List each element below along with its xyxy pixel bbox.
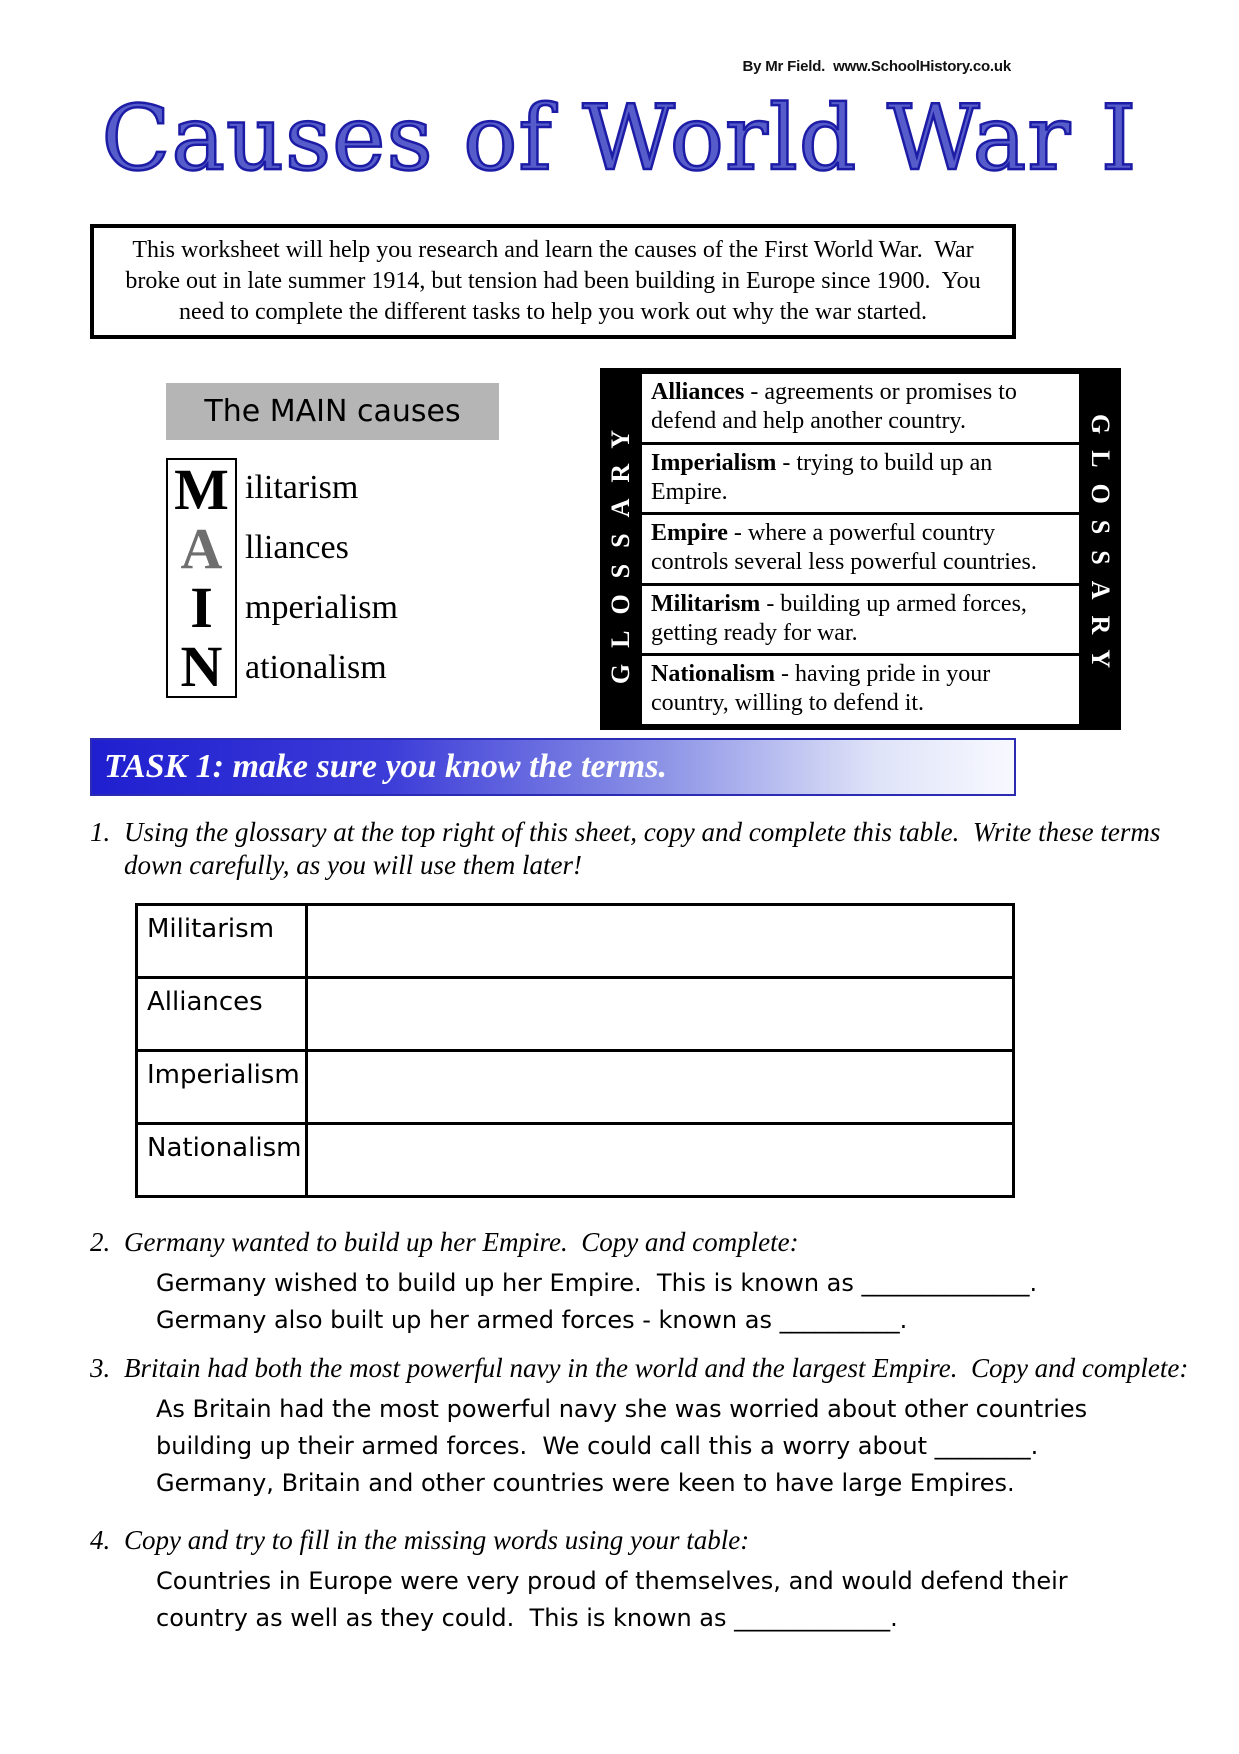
- fill-line: Germany wished to build up her Empire. This is known as ______________.: [156, 1269, 1038, 1297]
- term-label-cell: Imperialism: [137, 1051, 307, 1124]
- glossary-term: Militarism: [651, 590, 761, 617]
- question-3-prompt: Britain had both the most powerful navy in the world and the largest Empire. Copy and complete:: [124, 1353, 1189, 1383]
- table-row-alliances: [137, 978, 1014, 1051]
- question-1-prompt: Using the glossary at the top right of this sheet, copy and complete this table. Write these terms down carefully, as you will use them later!: [124, 817, 1168, 880]
- main-word-militarism: ilitarism: [245, 469, 359, 506]
- glossary-term: Imperialism: [651, 449, 777, 476]
- term-label-cell: Militarism: [137, 905, 307, 978]
- intro-box: [90, 224, 1016, 339]
- glossary-definition: - agreements or promises to defend and help another country.: [651, 379, 1017, 434]
- glossary-table: [642, 374, 1079, 724]
- main-letter-a: A: [180, 515, 223, 581]
- question-3-number: 3.: [90, 1353, 111, 1383]
- question-4: [90, 1524, 1210, 1637]
- main-letter-i: I: [190, 574, 213, 640]
- glossary-side-label-left: [600, 368, 642, 730]
- page-title: Causes of World War I: [101, 86, 1138, 191]
- table-row-nationalism: [137, 1124, 1014, 1197]
- main-acronym-words: [243, 458, 543, 698]
- question-4-body: [124, 1524, 1210, 1637]
- intro-text: This worksheet will help you research and learn the causes of the First World War. War broke out in late summer 1914, but tension had been building in Europe since 1900. You need to complete the different tasks to help you work out why the war started.: [125, 237, 987, 325]
- question-1: [90, 816, 1170, 882]
- question-4-answer-text: [156, 1563, 1166, 1637]
- question-2: [90, 1226, 1210, 1339]
- fill-line: As Britain had the most powerful navy she was worried about other countries building up their armed forces. We could call this a worry about ________.: [156, 1395, 1095, 1460]
- question-3-answer-text: [156, 1391, 1166, 1502]
- question-3-body: [124, 1352, 1210, 1502]
- question-4-prompt: Copy and try to fill in the missing words using your table:: [124, 1525, 750, 1555]
- glossary-definition: - having pride in your country, willing to defend it.: [651, 661, 991, 717]
- question-3: [90, 1352, 1210, 1502]
- glossary-term: Alliances: [651, 379, 745, 405]
- glossary-entry-militarism: [642, 586, 1079, 657]
- fill-line: Countries in Europe were very proud of themselves, and would defend their country as well as they could. This is known as _____________.: [156, 1567, 1076, 1632]
- glossary-term: Nationalism: [651, 661, 776, 688]
- author-credit: By Mr Field. www.SchoolHistory.co.uk: [742, 58, 1011, 75]
- answer-cell: [307, 1124, 1014, 1197]
- question-2-answer-text: [156, 1265, 1166, 1339]
- glossary-panel: [600, 368, 1121, 730]
- question-4-number: 4.: [90, 1525, 111, 1555]
- main-causes-heading: The MAIN causes: [166, 383, 499, 440]
- fill-line: Germany, Britain and other countries were keen to have large Empires.: [156, 1469, 1015, 1497]
- glossary-term: Empire: [651, 520, 728, 547]
- task1-banner-label: TASK 1: make sure you know the terms.: [104, 748, 667, 785]
- glossary-entry-alliances: [642, 374, 1079, 445]
- glossary-entry-imperialism: [642, 445, 1079, 516]
- table-row-imperialism: [137, 1051, 1014, 1124]
- table-row-militarism: [137, 905, 1014, 978]
- main-word-imperialism: mperialism: [245, 589, 398, 626]
- answer-cell: [307, 978, 1014, 1051]
- main-word-alliances: lliances: [245, 529, 349, 566]
- task1-banner: [90, 738, 1016, 796]
- glossary-definition: - where a powerful country controls several less powerful countries.: [651, 520, 1037, 576]
- glossary-side-label-right-text: GLOSSARY: [1086, 413, 1115, 685]
- main-acronym-box: [166, 458, 237, 698]
- main-letter-m: M: [174, 456, 229, 522]
- term-label-cell: Alliances: [137, 978, 307, 1051]
- question-1-body: [124, 816, 1170, 882]
- main-letter-n: N: [180, 633, 223, 699]
- glossary-side-label-right: [1079, 368, 1121, 730]
- glossary-side-label-left-text: GLOSSARY: [606, 413, 635, 685]
- glossary-definition: - building up armed forces, getting ready for war.: [651, 590, 1027, 646]
- fill-line: Germany also built up her armed forces - known as __________.: [156, 1306, 908, 1334]
- question-1-number: 1.: [90, 817, 111, 847]
- glossary-entry-nationalism: [642, 656, 1079, 724]
- terms-table: [135, 903, 1015, 1198]
- answer-cell: [307, 1051, 1014, 1124]
- glossary-definition: - trying to build up an Empire.: [651, 449, 993, 505]
- question-2-number: 2.: [90, 1227, 111, 1257]
- question-2-prompt: Germany wanted to build up her Empire. Copy and complete:: [124, 1227, 799, 1257]
- term-label-cell: Nationalism: [137, 1124, 307, 1197]
- main-word-nationalism: ationalism: [245, 649, 387, 686]
- glossary-entry-empire: [642, 515, 1079, 586]
- question-2-body: [124, 1226, 1210, 1339]
- answer-cell: [307, 905, 1014, 978]
